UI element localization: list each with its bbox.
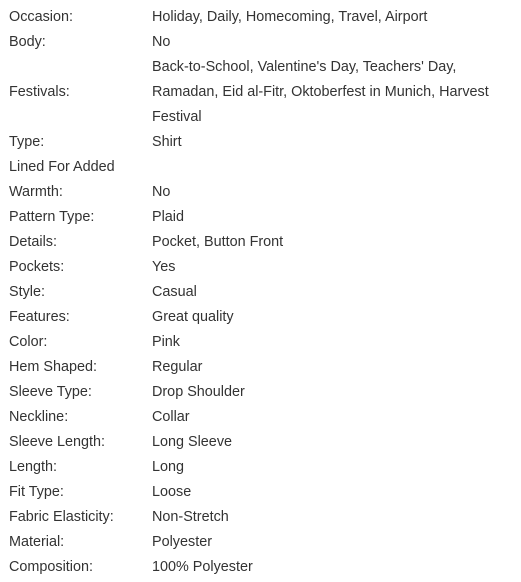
- spec-row-festivals: [9, 55, 514, 130]
- spec-value: Pocket, Button Front: [152, 234, 284, 250]
- spec-row-details: [9, 230, 514, 255]
- spec-value: Yes: [152, 259, 176, 275]
- spec-row-lined-for-added: [9, 155, 514, 180]
- spec-value: Casual: [152, 284, 197, 300]
- spec-row-material: [9, 530, 514, 555]
- spec-label: Neckline:: [9, 409, 69, 425]
- spec-row-sleeve-type: [9, 380, 514, 405]
- spec-value: Non-Stretch: [152, 509, 229, 525]
- spec-label: Details:: [9, 234, 57, 250]
- spec-row-sleeve-length: [9, 430, 514, 455]
- spec-label: Sleeve Length:: [9, 434, 106, 450]
- spec-value: Long: [152, 459, 185, 475]
- spec-label: Type:: [9, 134, 45, 150]
- spec-label: Warmth:: [9, 184, 63, 200]
- spec-value-line: Festival: [152, 109, 202, 125]
- spec-label: Body:: [9, 34, 46, 50]
- spec-label: Length:: [9, 459, 58, 475]
- spec-row-occasion: [9, 5, 514, 30]
- spec-value: Great quality: [152, 309, 234, 325]
- spec-value: [152, 55, 514, 130]
- spec-label: Pockets:: [9, 259, 65, 275]
- spec-row-fabric-elasticity: [9, 505, 514, 530]
- spec-label: Color:: [9, 334, 48, 350]
- spec-row-type: [9, 130, 514, 155]
- spec-value: Loose: [152, 484, 192, 500]
- spec-value: Plaid: [152, 209, 184, 225]
- spec-row-style: [9, 280, 514, 305]
- spec-label: Fabric Elasticity:: [9, 509, 114, 525]
- spec-value-line: Back-to-School, Valentine's Day, Teachers' Day,: [152, 59, 457, 75]
- spec-value: 100% Polyester: [152, 559, 253, 575]
- spec-value: Regular: [152, 359, 203, 375]
- spec-label: Lined For Added: [9, 159, 115, 175]
- product-spec-table: [9, 5, 514, 580]
- spec-value-line: Ramadan, Eid al-Fitr, Oktoberfest in Munich, Harvest: [152, 84, 489, 100]
- spec-row-pockets: [9, 255, 514, 280]
- spec-row-pattern-type: [9, 205, 514, 230]
- spec-value: Shirt: [152, 134, 182, 150]
- spec-row-composition: [9, 555, 514, 580]
- spec-row-length: [9, 455, 514, 480]
- spec-row-color: [9, 330, 514, 355]
- spec-value: Pink: [152, 334, 180, 350]
- spec-row-body: [9, 30, 514, 55]
- spec-row-features: [9, 305, 514, 330]
- spec-row-neckline: [9, 405, 514, 430]
- spec-label: Style:: [9, 284, 45, 300]
- spec-value: No: [152, 34, 171, 50]
- spec-label: Festivals:: [9, 84, 70, 100]
- spec-label: Occasion:: [9, 9, 73, 25]
- spec-label: Fit Type:: [9, 484, 64, 500]
- spec-label: Sleeve Type:: [9, 384, 92, 400]
- spec-label: Hem Shaped:: [9, 359, 97, 375]
- spec-label: Features:: [9, 309, 70, 325]
- spec-label: Composition:: [9, 559, 93, 575]
- spec-row-warmth: [9, 180, 514, 205]
- spec-value: Holiday, Daily, Homecoming, Travel, Airport: [152, 9, 428, 25]
- spec-label: Material:: [9, 534, 65, 550]
- spec-label: Pattern Type:: [9, 209, 95, 225]
- spec-value: Polyester: [152, 534, 212, 550]
- spec-row-hem-shaped: [9, 355, 514, 380]
- spec-value: Long Sleeve: [152, 434, 233, 450]
- spec-row-fit-type: [9, 480, 514, 505]
- spec-value: Drop Shoulder: [152, 384, 245, 400]
- spec-value: Collar: [152, 409, 190, 425]
- spec-value: No: [152, 184, 171, 200]
